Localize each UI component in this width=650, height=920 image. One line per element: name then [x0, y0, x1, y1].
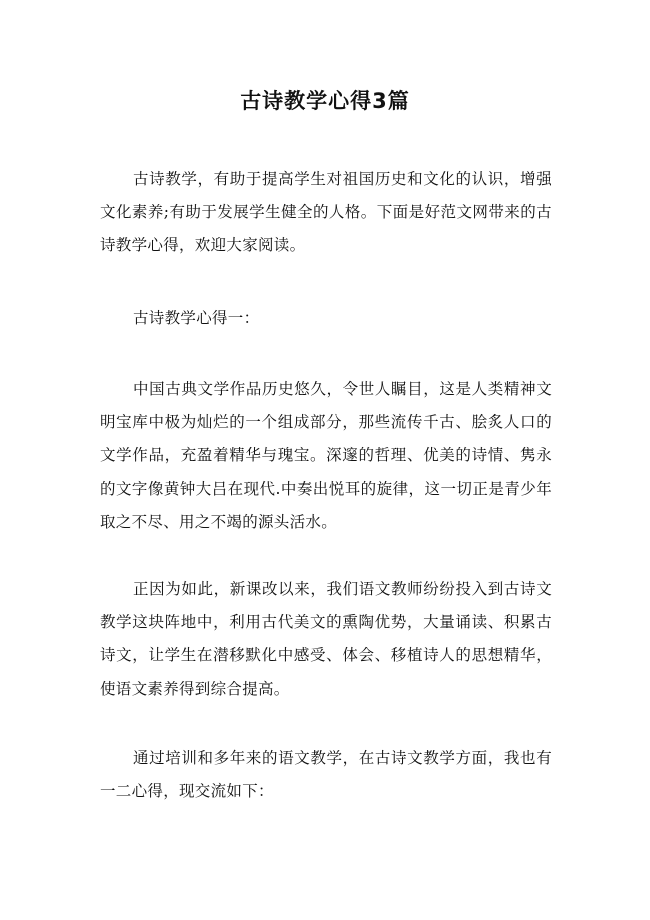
body-paragraph-1: 中国古典文学作品历史悠久，令世人瞩目，这是人类精神文明宝库中极为灿烂的一个组成部分，那些流传千古、脍炙人口的文学作品，充盈着精华与瑰宝。深邃的哲理、优美的诗情、隽永的文字像黄钟大吕在现代.中奏出悦耳的旋律，这一切正是青少年取之不尽、用之不竭的源头活水。: [100, 380, 552, 531]
intro-paragraph: 古诗教学，有助于提高学生对祖国历史和文化的认识，增强文化素养;有助于发展学生健全的人格。下面是好范文网带来的古诗教学心得，欢迎大家阅读。: [100, 170, 552, 255]
document-title: 古诗教学心得3篇: [240, 89, 410, 113]
section-heading: 古诗教学心得一：: [133, 309, 260, 327]
body-paragraph-3: 通过培训和多年来的语文教学，在古诗文教学方面，我也有一二心得，现交流如下：: [100, 749, 552, 801]
body-paragraph-2: 正因为如此，新课改以来，我们语文教师纷纷投入到古诗文教学这块阵地中，利用古代美文的熏陶优势，大量诵读、积累古诗文，让学生在潜移默化中感受、体会、移植诗人的思想精华，使语文素养得到综合提高。: [100, 580, 552, 698]
